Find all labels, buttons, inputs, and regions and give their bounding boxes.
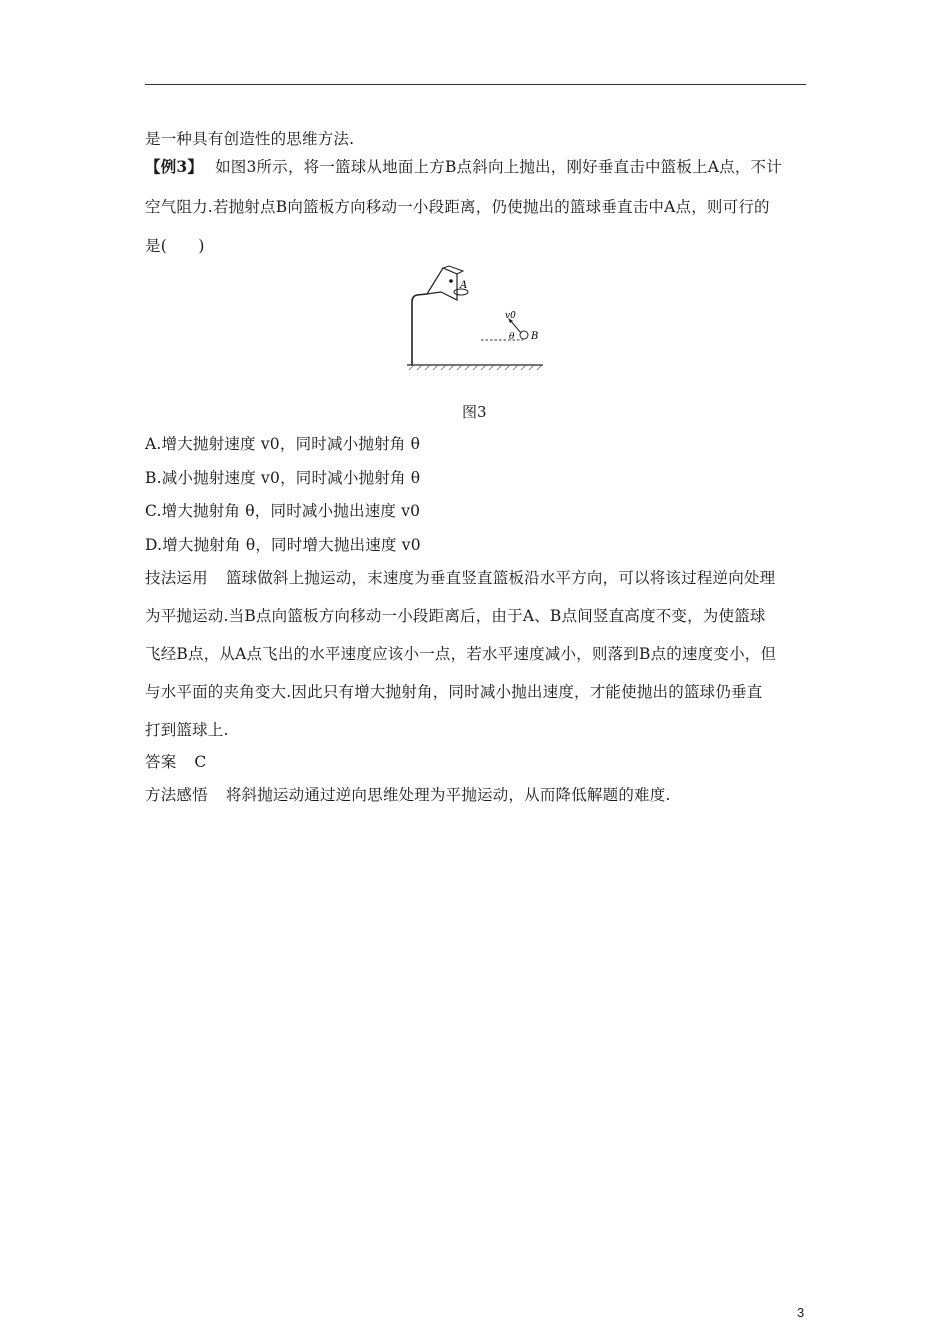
answer-label: 答案 [145,753,177,771]
example-tag: 【例3】 [145,157,204,176]
label-v0: v0 [505,311,516,321]
figure-caption: 图3 [462,403,487,421]
technique-line-1: 技法运用 篮球做斜上抛运动，末速度为垂直竖直篮板沿水平方向，可以将该过程逆向处理 [145,569,776,587]
insight-text: 将斜抛运动通过逆向思维处理为平抛运动，从而降低解题的难度. [225,786,671,804]
option-c: C.增大抛射角 θ，同时减小抛出速度 v0 [145,502,421,520]
technique-line-5: 打到篮球上. [145,721,229,739]
header-rule [145,84,806,85]
point-a-dot [449,279,453,283]
technique-label: 技法运用 [145,569,208,587]
label-theta: θ [509,332,515,342]
answer-value: C [194,753,207,771]
option-a: A.增大抛射速度 v0，同时减小抛射角 θ [145,435,421,453]
example-line-3: 是( ) [145,237,205,255]
label-b: B [531,331,539,342]
example-line-2: 空气阻力.若抛射点B向篮板方向移动一小段距离，仍使抛出的篮球垂直击中A点，则可行的 [145,198,770,216]
hoop-pole [412,294,427,365]
page-number: 3 [797,1305,805,1320]
ball-b [520,331,528,339]
basketball-figure [405,262,545,372]
option-d: D.增大抛射角 θ，同时增大抛出速度 v0 [145,536,421,554]
intro-tail: 是一种具有创造性的思维方法. [145,130,355,148]
example-line-1 [145,157,782,177]
technique-line-4: 与水平面的夹角变大.因此只有增大抛射角，同时减小抛出速度，才能使抛出的篮球仍垂直 [145,683,763,701]
technique-line-3: 飞经B点，从A点飞出的水平速度应该小一点，若水平速度减小，则落到B点的速度变小，但 [145,645,777,663]
answer-line [145,752,206,772]
label-a: A [460,280,468,291]
backboard [427,268,457,300]
insight-line [145,785,671,805]
option-b: B.减小抛射速度 v0，同时减小抛射角 θ [145,469,421,487]
insight-label: 方法感悟 [145,786,208,804]
technique-line-2: 为平抛运动.当B点向篮板方向移动一小段距离后，由于A、B点间竖直高度不变，为使篮球 [145,607,766,625]
example-text-1: 如图3所示，将一篮球从地面上方B点斜向上抛出，刚好垂直击中篮板上A点，不计 [215,158,782,176]
ground-hatching [409,365,542,370]
